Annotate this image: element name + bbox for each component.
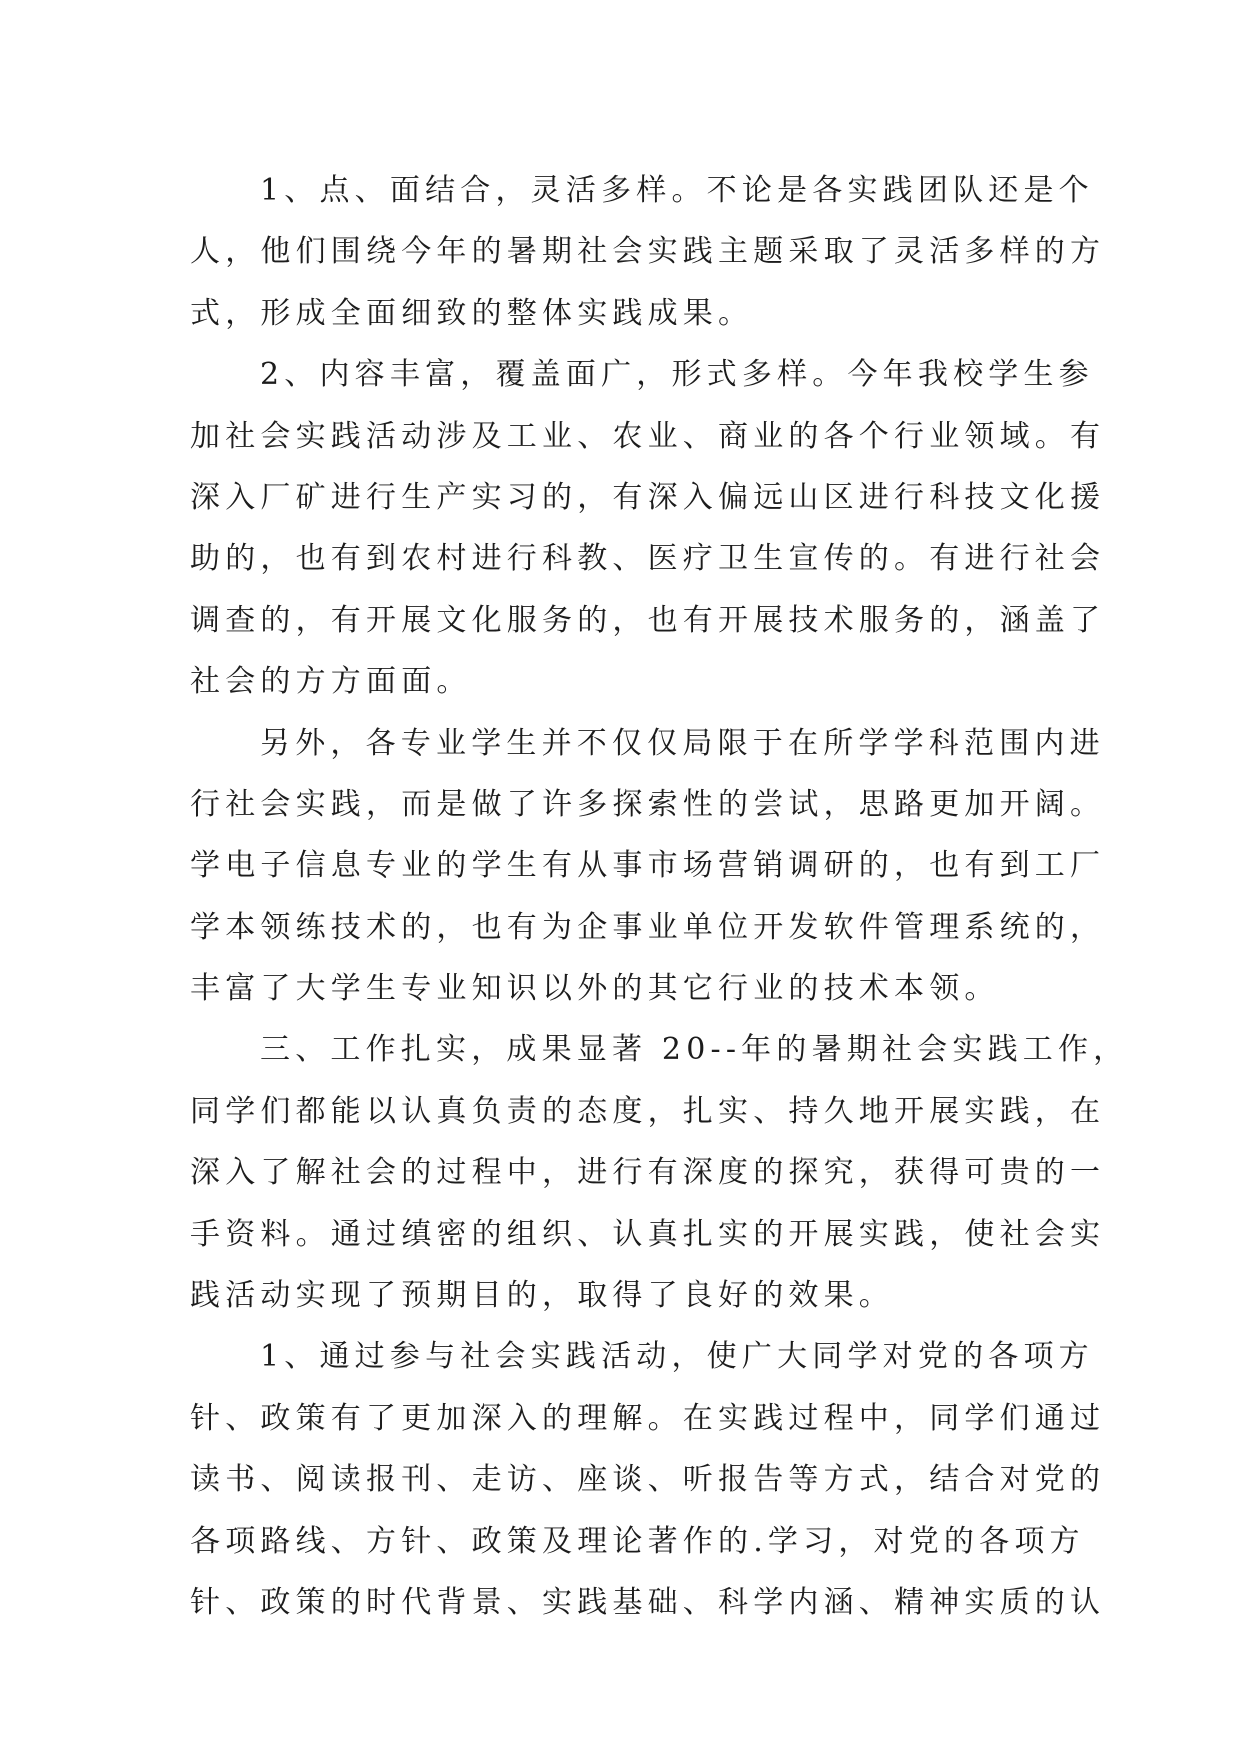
- paragraph-line: 加社会实践活动涉及工业、农业、商业的各个行业领域。有: [190, 418, 1106, 454]
- paragraph-line: 学电子信息专业的学生有从事市场营销调研的，也有到工厂: [190, 848, 1106, 884]
- paragraph-line: 深入了解社会的过程中，进行有深度的探究，获得可贵的一: [190, 1155, 1106, 1191]
- document-body: [190, 160, 1129, 1633]
- paragraph-line: 丰富了大学生专业知识以外的其它行业的技术本领。: [190, 971, 1000, 1007]
- paragraph-line: 式，形成全面细致的整体实践成果。: [190, 295, 754, 331]
- paragraph-line: 2、内容丰富，覆盖面广，形式多样。今年我校学生参: [260, 357, 1094, 393]
- paragraph-line: 调查的，有开展文化服务的，也有开展技术服务的，涵盖了: [190, 602, 1106, 638]
- paragraph-line: 行社会实践，而是做了许多探索性的尝试，思路更加开阔。: [190, 786, 1106, 822]
- paragraph-line: 人，他们围绕今年的暑期社会实践主题采取了灵活多样的方: [190, 234, 1106, 270]
- paragraph-line: 针、政策有了更加深入的理解。在实践过程中，同学们通过: [190, 1400, 1106, 1436]
- paragraph-line: 1、点、面结合，灵活多样。不论是各实践团队还是个: [260, 173, 1094, 208]
- paragraph-line: 深入厂矿进行生产实习的，有深入偏远山区进行科技文化援: [190, 479, 1106, 515]
- paragraph-line: 读书、阅读报刊、走访、座谈、听报告等方式，结合对党的: [190, 1462, 1106, 1498]
- paragraph-line: 三、工作扎实，成果显著 20--年的暑期社会实践工作，: [260, 1032, 1129, 1068]
- paragraph-line: 手资料。通过缜密的组织、认真扎实的开展实践，使社会实: [190, 1216, 1106, 1252]
- paragraph-line: 各项路线、方针、政策及理论著作的.学习，对党的各项方: [190, 1523, 1085, 1559]
- paragraph-line: 社会的方方面面。: [190, 664, 472, 700]
- paragraph-line: 另外，各专业学生并不仅仅局限于在所学学科范围内进: [260, 725, 1105, 761]
- paragraph-line: 针、政策的时代背景、实践基础、科学内涵、精神实质的认: [190, 1584, 1106, 1620]
- paragraph-line: 1、通过参与社会实践活动，使广大同学对党的各项方: [260, 1339, 1094, 1375]
- paragraph-line: 助的，也有到农村进行科教、医疗卫生宣传的。有进行社会: [190, 541, 1106, 577]
- paragraph-line: 学本领练技术的，也有为企事业单位开发软件管理系统的，: [190, 909, 1106, 945]
- paragraph-line: 践活动实现了预期目的，取得了良好的效果。: [190, 1278, 894, 1314]
- paragraph-line: 同学们都能以认真负责的态度，扎实、持久地开展实践，在: [190, 1093, 1106, 1129]
